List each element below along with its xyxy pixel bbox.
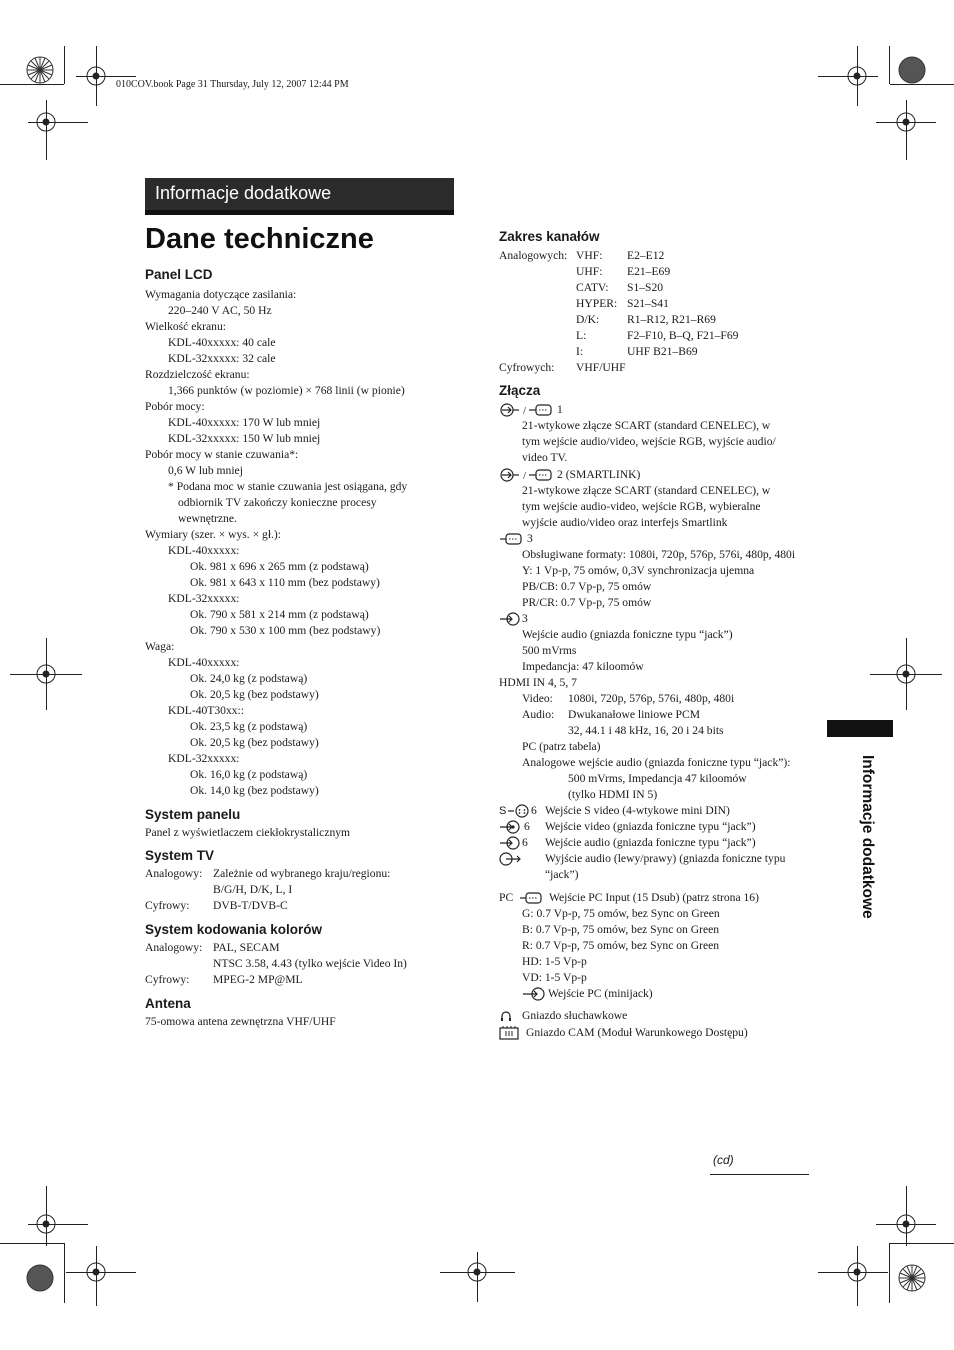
heading-panel-lcd: Panel LCD [145,267,213,282]
connector-desc: Wejście S video (4-wtykowe mini DIN) [545,804,730,817]
connector-desc: Obsługiwane formaty: 1080i, 720p, 576p, 576i, 480p, 480i [522,548,796,561]
spec-line: Pobór mocy: [145,400,205,413]
heading-system-tv: System TV [145,848,215,863]
spec-line: KDL-40xxxxx: 170 W lub mniej [168,416,321,429]
spec-value: Zależnie od wybranego kraju/regionu: [213,867,391,880]
channel-range: VHF/UHF [576,361,626,374]
spec-line: Wymagania dotyczące zasilania: [145,288,297,301]
scart-smartlink-icon [499,468,555,482]
spec-label: Analogowy: [145,941,203,954]
spec-line: 75-omowa antena zewnętrzna VHF/UHF [145,1015,336,1028]
connector-desc: wyjście audio/video oraz interfejs Smartlink [522,516,728,529]
footnote-line: * Podana moc w stanie czuwania jest osiągana, gdy [168,480,408,493]
footnote-line: odbiornik TV zakończy konieczne procesy [178,496,377,509]
heading-antena: Antena [145,996,191,1011]
spec-line: KDL-32xxxxx: 32 cale [168,352,276,365]
connector-desc: G: 0.7 Vp-p, 75 omów, bez Sync on Green [522,907,720,920]
connector-desc: video TV. [522,451,568,464]
spec-line: 0,6 W lub mniej [168,464,243,477]
connector-desc: R: 0.7 Vp-p, 75 omów, bez Sync on Green [522,939,720,952]
spec-line: Rozdzielczość ekranu: [145,368,250,381]
scart-input-icon [499,403,555,417]
spec-line: Ok. 981 x 696 x 265 mm (z podstawą) [190,560,369,573]
hdmi-value: 500 mVrms, Impedancja 47 kiloomów [568,772,747,785]
channel-band: CATV: [576,281,609,294]
channel-band: D/K: [576,313,600,326]
heading-zlacza: Złącza [499,383,541,398]
spec-value: MPEG-2 MP@ML [213,973,303,986]
spec-line: KDL-32xxxxx: [168,592,240,605]
channel-range: S21–S41 [627,297,669,310]
svg-text:/: / [523,405,527,417]
side-tab-block [827,720,893,737]
side-tab-label: Informacje dodatkowe [859,755,876,919]
connector-desc: 21-wtykowe złącze SCART (standard CENELEC), w [522,484,771,497]
channel-range: S1–S20 [627,281,664,294]
section-banner-title: Informacje dodatkowe [155,183,332,203]
spec-label: Cyfrowy: [145,973,190,986]
connector-desc: “jack”) [545,868,579,881]
print-header: 010COV.book Page 31 Thursday, July 12, 2007 12:44 PM [116,79,349,90]
heading-zakres-kanalow: Zakres kanałów [499,229,600,244]
heading-system-panelu: System panelu [145,807,241,822]
connector-number: 6 [524,820,530,833]
spec-line: Wymiary (szer. × wys. × gł.): [145,528,282,541]
channel-band: I: [576,345,584,358]
channel-band: L: [576,329,587,342]
spec-line: Panel z wyświetlaczem ciekłokrystalicznym [145,826,351,839]
connector-desc: Y: 1 Vp-p, 75 omów, 0,3V synchronizacja ujemna [522,564,755,577]
pc-input-icon [519,891,543,905]
connector-number: 1 [557,403,563,416]
spec-value: DVB-T/DVB-C [213,899,288,912]
hdmi-label: Audio: [522,708,555,721]
spec-value: B/G/H, D/K, L, I [213,883,293,896]
spec-line: Ok. 16,0 kg (z podstawą) [190,768,308,781]
svg-text:/: / [523,470,527,482]
spec-line: Pobór mocy w stanie czuwania*: [145,448,299,461]
connector-desc: VD: 1-5 Vp-p [522,971,587,984]
hdmi-value: PC (patrz tabela) [522,740,601,753]
continued-note: (cd) [713,1153,734,1167]
s-video-icon [507,804,531,818]
connector-desc: tym wejście audio-video, wejście RGB, wybieralne [522,500,761,513]
spec-line: Ok. 24,0 kg (z podstawą) [190,672,308,685]
connector-number: 3 [522,612,528,625]
spec-line: KDL-32xxxxx: 150 W lub mniej [168,432,321,445]
connector-desc: Gniazdo słuchawkowe [522,1009,628,1022]
hdmi-value: 32, 44.1 i 48 kHz, 16, 20 i 24 bits [568,724,724,737]
channel-range: UHF B21–B69 [627,345,698,358]
channel-range: R1–R12, R21–R69 [627,313,716,326]
channel-label: Cyfrowych: [499,361,555,374]
spec-line: 1,366 punktów (w poziomie) × 768 linii (w pionie) [168,384,405,397]
spec-line: KDL-32xxxxx: [168,752,240,765]
connector-desc: B: 0.7 Vp-p, 75 omów, bez Sync on Green [522,923,720,936]
s-video-prefix: S [499,805,507,817]
spec-line: Ok. 790 x 530 x 100 mm (bez podstawy) [190,624,381,637]
headphones-icon [499,1009,513,1023]
connector-desc: HD: 1-5 Vp-p [522,955,587,968]
connector-number: 2 (SMARTLINK) [557,468,641,481]
connector-desc: Wyjście audio (lewy/prawy) (gniazda foniczne typu [545,852,786,865]
spec-line: Wielkość ekranu: [145,320,226,333]
hdmi-value: 1080i, 720p, 576p, 576i, 480p, 480i [568,692,735,705]
spec-value: NTSC 3.58, 4.43 (tylko wejście Video In) [213,957,407,970]
spec-line: 220–240 V AC, 50 Hz [168,304,272,317]
hdmi-label: Video: [522,692,553,705]
audio-input-icon [499,836,521,850]
spec-line: Ok. 981 x 643 x 110 mm (bez podstawy) [190,576,380,589]
page-title: Dane techniczne [145,223,374,255]
pc-label: PC [499,891,514,904]
footnote-line: wewnętrzne. [178,512,237,525]
continued-rule [710,1174,809,1175]
connector-desc: Wejście audio (gniazda foniczne typu “jack”) [545,836,756,849]
connector-desc: 500 mVrms [522,644,577,657]
spec-line: KDL-40xxxxx: [168,656,240,669]
audio-output-icon [499,852,523,866]
audio-input-icon [499,612,521,626]
spec-line: Waga: [145,640,175,653]
connector-desc: PB/CB: 0.7 Vp-p, 75 omów [522,580,652,593]
heading-system-kodowania: System kodowania kolorów [145,922,323,937]
spec-label: Cyfrowy: [145,899,190,912]
spec-line: Ok. 20,5 kg (bez podstawy) [190,736,319,749]
connector-number: 6 [522,836,528,849]
hdmi-value: (tylko HDMI IN 5) [568,788,658,801]
connector-number: 3 [527,532,533,545]
spec-line: Ok. 14,0 kg (bez podstawy) [190,784,319,797]
spec-value: PAL, SECAM [213,941,280,954]
cam-slot-icon [499,1025,519,1040]
connector-desc: Wejście PC (minijack) [548,987,653,1000]
connector-desc: Impedancja: 47 kiloomów [522,660,644,673]
channel-band: VHF: [576,249,603,262]
connector-desc: tym wejście audio/video, wejście RGB, wyjście audio/ [522,435,776,448]
hdmi-title: HDMI IN 4, 5, 7 [499,676,577,689]
section-banner [145,178,454,215]
spec-line: Ok. 790 x 581 x 214 mm (z podstawą) [190,608,369,621]
connector-desc: Gniazdo CAM (Moduł Warunkowego Dostępu) [526,1026,748,1039]
video-input-icon [499,820,521,834]
channel-range: E2–E12 [627,249,665,262]
connector-number: 6 [531,804,537,817]
spec-line: Ok. 20,5 kg (bez podstawy) [190,688,319,701]
hdmi-value: Dwukanałowe liniowe PCM [568,708,701,721]
channel-range: E21–E69 [627,265,671,278]
channel-range: F2–F10, B–Q, F21–F69 [627,329,739,342]
spec-line: KDL-40T30xx:: [168,704,244,717]
spec-line: KDL-40xxxxx: 40 cale [168,336,276,349]
hdmi-value: Analogowe wejście audio (gniazda foniczne typu “jack”): [522,756,791,769]
channel-band: UHF: [576,265,603,278]
connector-desc: 21-wtykowe złącze SCART (standard CENELEC), w [522,419,771,432]
connector-desc: Wejście PC Input (15 Dsub) (patrz strona 16) [549,891,759,904]
channel-label: Analogowych: [499,249,568,262]
channel-band: HYPER: [576,297,618,310]
pc-audio-input-icon [522,987,546,1001]
spec-label: Analogowy: [145,867,203,880]
spec-line: Ok. 23,5 kg (z podstawą) [190,720,308,733]
component-input-icon [499,532,523,546]
connector-desc: Wejście video (gniazda foniczne typu “jack”) [545,820,756,833]
connector-desc: PR/CR: 0.7 Vp-p, 75 omów [522,596,652,609]
connector-desc: Wejście audio (gniazda foniczne typu “jack”) [522,628,733,641]
spec-line: KDL-40xxxxx: [168,544,240,557]
